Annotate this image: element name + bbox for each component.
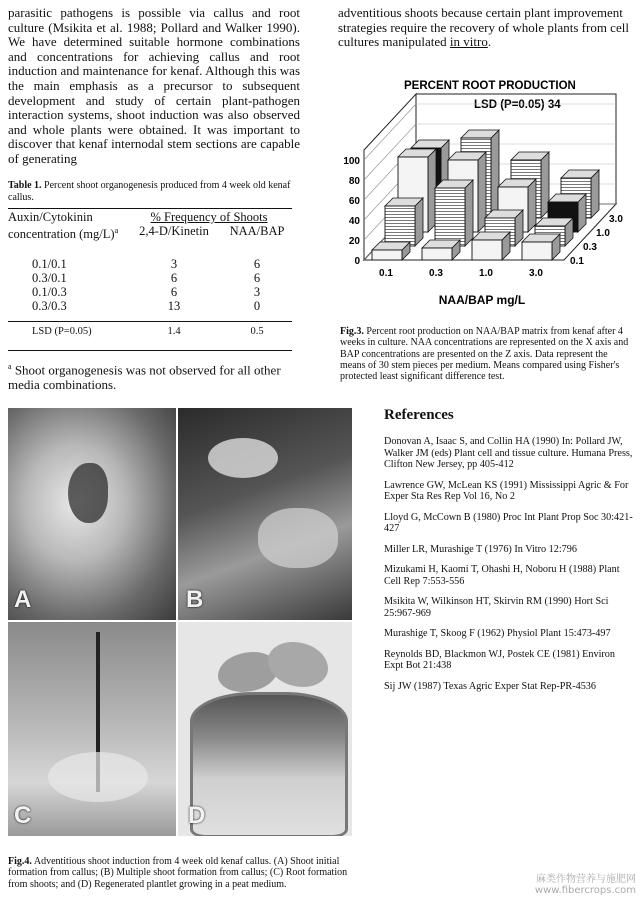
table-row bbox=[8, 299, 292, 313]
table-row bbox=[8, 271, 292, 285]
table-row bbox=[8, 285, 292, 299]
chart-y-tick-label: 80 bbox=[348, 176, 360, 187]
reference-item: Sij JW (1987) Texas Agric Exper Stat Rep-PR-4536 bbox=[384, 680, 596, 692]
table1-bottom-rule bbox=[8, 350, 292, 351]
table1-col1-header-line2 bbox=[8, 224, 126, 241]
chart-y-tick-label: 60 bbox=[348, 196, 360, 207]
references-heading: References bbox=[384, 407, 454, 423]
chart-x-tick-label: 3.0 bbox=[529, 268, 543, 279]
reference-item: Mizukami H, Kaomi T, Ohashi H, Noboru H (1988) Plant Cell Rep 7:553-556 bbox=[384, 564, 620, 587]
table1-col1-header-text: concentration (mg/L) bbox=[8, 227, 115, 242]
table1-lsd-row bbox=[8, 322, 292, 340]
chart-bar-side bbox=[465, 180, 473, 246]
chart-y-tick-label: 20 bbox=[348, 236, 360, 247]
table1-nb: 6 bbox=[253, 271, 261, 286]
watermark bbox=[535, 874, 636, 896]
table1-top-rule bbox=[8, 208, 292, 209]
fig4-label: Fig.4. bbox=[8, 856, 32, 867]
fig4-panel-c-label: C bbox=[14, 802, 32, 829]
table1-group-header: % Frequency of Shoots bbox=[150, 210, 268, 224]
chart-bar bbox=[472, 240, 502, 260]
in-vitro-underlined: in vitro bbox=[449, 34, 488, 50]
fig3-caption bbox=[340, 326, 632, 382]
table1-col3-header: NAA/BAP bbox=[229, 224, 285, 238]
table1-footnote bbox=[8, 360, 300, 392]
watermark-line1: 麻类作物营养与施肥网 bbox=[536, 874, 636, 885]
table1-col2-header: 2,4-D/Kinetin bbox=[139, 224, 209, 238]
chart-bars bbox=[372, 130, 599, 260]
fig4-photo-c bbox=[8, 622, 176, 836]
chart-y-tick-label: 0 bbox=[354, 256, 360, 267]
table1-caption bbox=[8, 180, 300, 203]
table1-nb: 6 bbox=[253, 257, 261, 272]
chart-lsd-annotation: LSD (P=0.05) 34 bbox=[474, 99, 561, 111]
table1-conc: 0.3/0.1 bbox=[32, 271, 67, 286]
table1-footnote-sup: a bbox=[8, 362, 12, 371]
table1-lsd-label: LSD (P=0.05) bbox=[8, 322, 126, 340]
fig4-caption bbox=[8, 856, 358, 890]
fig3-caption-text: Percent root production on NAA/BAP matrix from kenaf after 4 weeks in culture. NAA concentrations are represented on the X axis and BAP concentrations are presented on the Z axis. Data represent the means of 30 stem pieces per medium. Means compared using Fisher's protected least significant difference test. bbox=[340, 326, 629, 383]
right-paragraph-text: adventitious shoots because certain plant improvement strategies require the recovery of whole plants from cell cultures manipulated bbox=[338, 5, 629, 50]
table1-nb: 3 bbox=[253, 285, 261, 300]
table1-conc: 0.1/0.1 bbox=[32, 257, 67, 272]
table1 bbox=[8, 210, 292, 339]
table1-col1-header-sup: a bbox=[114, 226, 119, 235]
table1-dk: 13 bbox=[167, 299, 181, 314]
chart-bar bbox=[422, 248, 452, 260]
table1-nb: 0 bbox=[253, 299, 261, 314]
reference-item: Reynolds BD, Blackmon WJ, Postek CE (1981) Environ Expt Bot 21:438 bbox=[384, 648, 615, 671]
table1-dk: 6 bbox=[170, 285, 178, 300]
chart-x-tick-label: 0.1 bbox=[379, 268, 393, 279]
table1-col1-header-line1: Auxin/Cytokinin bbox=[8, 210, 93, 224]
table1-conc: 0.3/0.3 bbox=[32, 299, 67, 314]
table1-lsd-nb: 0.5 bbox=[222, 322, 292, 340]
fig3-chart bbox=[332, 72, 632, 312]
chart-z-tick-label: 0.3 bbox=[583, 242, 597, 253]
fig4-photo-a bbox=[8, 408, 176, 620]
chart-bar bbox=[435, 188, 465, 246]
fig4-photo-d bbox=[178, 622, 352, 836]
table1-conc: 0.1/0.3 bbox=[32, 285, 67, 300]
chart-bar bbox=[372, 250, 402, 260]
table-row bbox=[8, 257, 292, 271]
chart-y-tick-label: 40 bbox=[348, 216, 360, 227]
fig4-caption-text: Adventitious shoot induction from 4 week old kenaf callus. (A) Shoot initial formation from callus; (B) Multiple shoot formation from callus; (C) Root formation from shoots; and (D) Regenerated plantlet growing in a peat medium. bbox=[8, 856, 348, 890]
table1-caption-text: Percent shoot organogenesis produced from 4 week old kenaf callus. bbox=[8, 180, 291, 203]
right-paragraph-end: . bbox=[487, 34, 492, 50]
reference-item: Murashige T, Skoog F (1962) Physiol Plant 15:473-497 bbox=[384, 628, 611, 639]
fig4-panel-b-label: B bbox=[186, 586, 204, 613]
table1-dk: 3 bbox=[170, 257, 178, 272]
right-body-paragraph bbox=[338, 6, 630, 50]
references-list bbox=[384, 436, 634, 701]
table1-caption-label: Table 1. bbox=[8, 180, 42, 191]
fig3-label: Fig.3. bbox=[340, 326, 364, 337]
chart-title: PERCENT ROOT PRODUCTION bbox=[404, 80, 576, 92]
reference-item: Miller LR, Murashige T (1976) In Vitro 12:796 bbox=[384, 543, 577, 555]
table1-lsd-dk: 1.4 bbox=[126, 322, 222, 340]
table1-footnote-text: Shoot organogenesis was not observed for all other media combinations. bbox=[8, 362, 281, 392]
reference-item: Donovan A, Isaac S, and Collin HA (1990) In: Pollard JW, Walker JM (eds) Plant cell and tissue culture. Humana Press, Clifton New Jersey, pp 405-412 bbox=[384, 436, 633, 470]
reference-item: Lawrence GW, McLean KS (1991) Mississippi Agric & For Exper Sta Res Rep Vol 16, No 2 bbox=[384, 479, 629, 502]
chart-z-tick-label: 1.0 bbox=[596, 228, 610, 239]
chart-z-tick-label: 3.0 bbox=[609, 214, 623, 225]
reference-item: Lloyd G, McCown B (1980) Proc Int Plant Prop Soc 30:421-427 bbox=[384, 511, 633, 534]
table1-spacer bbox=[8, 241, 292, 257]
chart-bar bbox=[385, 206, 415, 246]
table1-dk: 6 bbox=[170, 271, 178, 286]
fig4-photo-b bbox=[178, 408, 352, 620]
chart-bar-side bbox=[528, 179, 536, 232]
fig4-panel-d-label: D bbox=[188, 802, 206, 829]
chart-z-tick-label: 0.1 bbox=[570, 256, 584, 267]
fig4-panel-a-label: A bbox=[14, 586, 32, 613]
watermark-line2: www.fibercrops.com bbox=[534, 885, 636, 896]
chart-xlabel: NAA/BAP mg/L bbox=[438, 293, 526, 307]
left-body-paragraph: parasitic pathogens is possible via callus and root culture (Msikita et al. 1988; Pollard and Walker 1990). We have determined suitable hormone combinations and concentrations for achieving callus and root induction and maintenance for kenaf. Although this was the main emphasis as a precursor to subsequent development and study of certain plant-pathogen interaction systems, shoot induction was also observed and whole plants were obtained. It was important to discover that kenaf internodal stem sections are capable of generating bbox=[8, 5, 300, 166]
chart-x-tick-label: 1.0 bbox=[479, 268, 493, 279]
reference-item: Msikita W, Wilkinson HT, Skirvin RM (1990) Hort Sci 25:967-969 bbox=[384, 596, 609, 619]
chart-x-tick-label: 0.3 bbox=[429, 268, 443, 279]
chart-bar bbox=[522, 242, 552, 260]
chart-y-tick-label: 100 bbox=[343, 156, 360, 167]
